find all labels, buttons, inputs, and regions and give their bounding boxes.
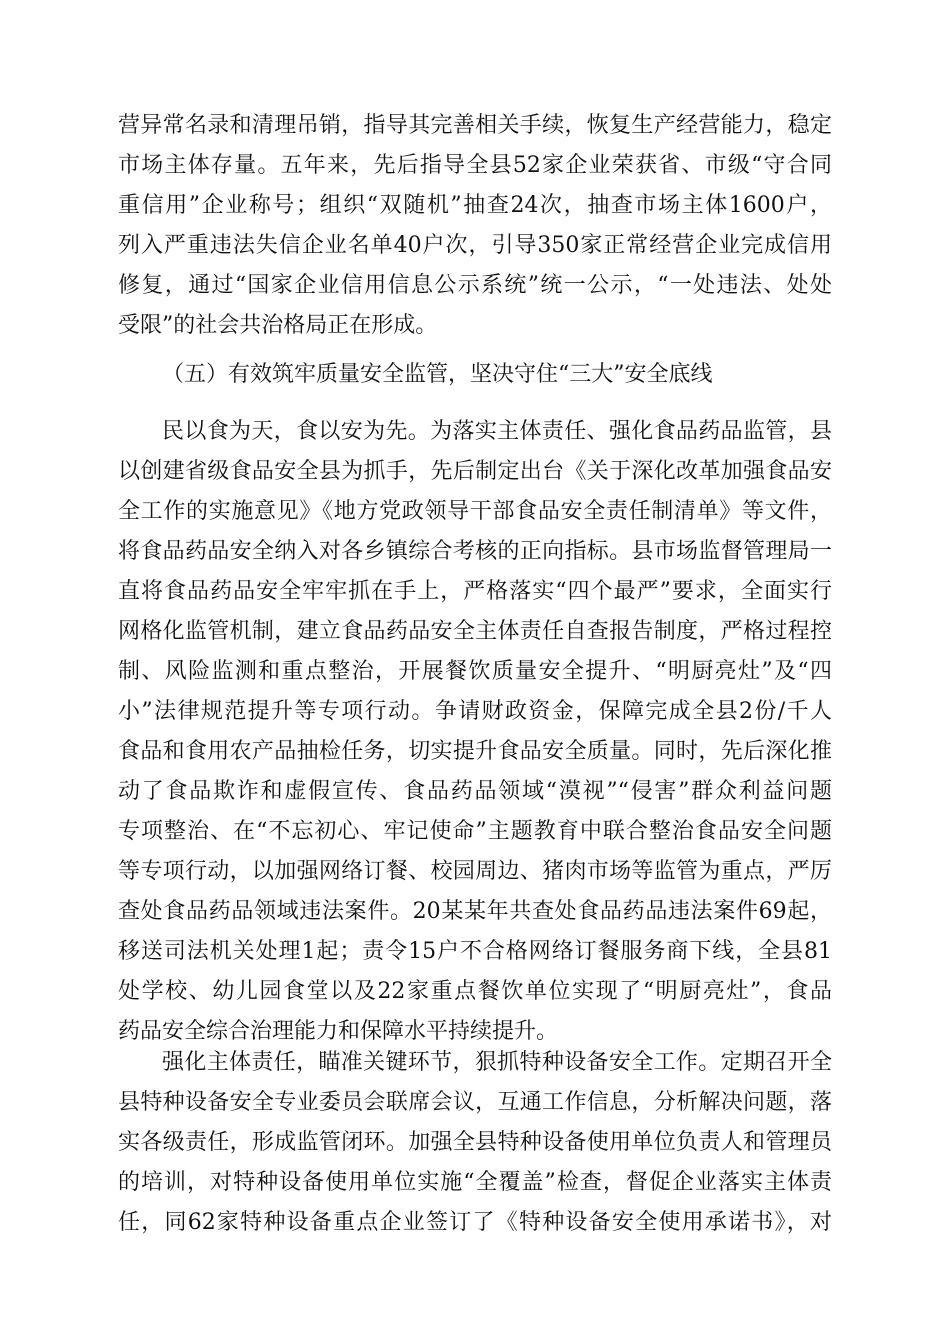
text-line: 动了食品欺诈和虚假宣传、食品药品领域“漠视”“侵害”群众利益问题 — [118, 779, 832, 804]
text-line: 移送司法机关处理1起；责令15户不合格网络订餐服务商下线，全县81 — [118, 939, 832, 964]
text-line: 药品安全综合治理能力和保障水平持续提升。 — [118, 1019, 559, 1044]
text-line: 全工作的实施意见》《地方党政领导干部食品安全责任制清单》等文件， — [118, 499, 832, 524]
text-line: 专项整治、在“不忘初心、牢记使命”主题教育中联合整治食品安全问题 — [118, 819, 832, 844]
text-line: 以创建省级食品安全县为抓手，先后制定出台《关于深化改革加强食品安 — [118, 459, 832, 484]
text-line: 的培训，对特种设备使用单位实施“全覆盖”检查，督促企业落实主体责 — [118, 1170, 832, 1195]
paragraph-3 — [118, 1043, 832, 1243]
text-line: 直将食品药品安全牢牢抓在手上，严格落实“四个最严”要求，全面实行 — [118, 579, 832, 604]
text-line: 任，同62家特种设备重点企业签订了《特种设备安全使用承诺书》，对 — [118, 1210, 832, 1235]
text-line: 食品和食用农产品抽检任务，切实提升食品安全质量。同时，先后深化推 — [118, 739, 832, 764]
section-heading-text: （五）有效筑牢质量安全监管，坚决守住“三大”安全底线 — [162, 362, 713, 387]
text-line: 列入严重违法失信企业名单40户次，引导350家正常经营企业完成信用 — [118, 233, 832, 258]
text-line: 查处食品药品领域违法案件。20某某年共查处食品药品违法案件69起， — [118, 899, 832, 924]
text-line: 等专项行动，以加强网络订餐、校园周边、猪肉市场等监管为重点，严厉 — [118, 859, 832, 884]
text-line: 实各级责任，形成监管闭环。加强全县特种设备使用单位负责人和管理员 — [118, 1130, 832, 1155]
text-line: 修复，通过“国家企业信用信息公示系统”统一公示，“一处违法、处处 — [118, 273, 832, 298]
text-line: 营异常名录和清理吊销，指导其完善相关手续，恢复生产经营能力，稳定 — [118, 113, 832, 138]
text-line: 处学校、幼儿园食堂以及22家重点餐饮单位实现了“明厨亮灶”，食品 — [118, 979, 832, 1004]
text-line: 制、风险监测和重点整治，开展餐饮质量安全提升、“明厨亮灶”及“四 — [118, 659, 832, 684]
section-heading — [0, 355, 950, 395]
text-line: 网格化监管机制，建立食品药品安全主体责任自查报告制度，严格过程控 — [118, 619, 832, 644]
text-line: 市场主体存量。五年来，先后指导全县52家企业荣获省、市级“守合同 — [118, 153, 832, 178]
text-line: 县特种设备安全专业委员会联席会议，互通工作信息，分析解决问题，落 — [118, 1090, 832, 1115]
text-line-indented: 强化主体责任，瞄准关键环节，狠抓特种设备安全工作。定期召开全 — [162, 1050, 832, 1075]
text-line: 小”法律规范提升等专项行动。争请财政资金，保障完成全县2份/千人 — [118, 699, 832, 724]
text-line: 将食品药品安全纳入对各乡镇综合考核的正向指标。县市场监督管理局一 — [118, 539, 832, 564]
text-line: 受限”的社会共治格局正在形成。 — [118, 313, 438, 338]
paragraph-2 — [118, 412, 832, 1052]
text-line-indented: 民以食为天，食以安为先。为落实主体责任、强化食品药品监管，县 — [162, 419, 832, 444]
paragraph-1 — [118, 106, 832, 346]
text-line: 重信用”企业称号；组织“双随机”抽查24次，抽查市场主体1600户， — [118, 193, 832, 218]
